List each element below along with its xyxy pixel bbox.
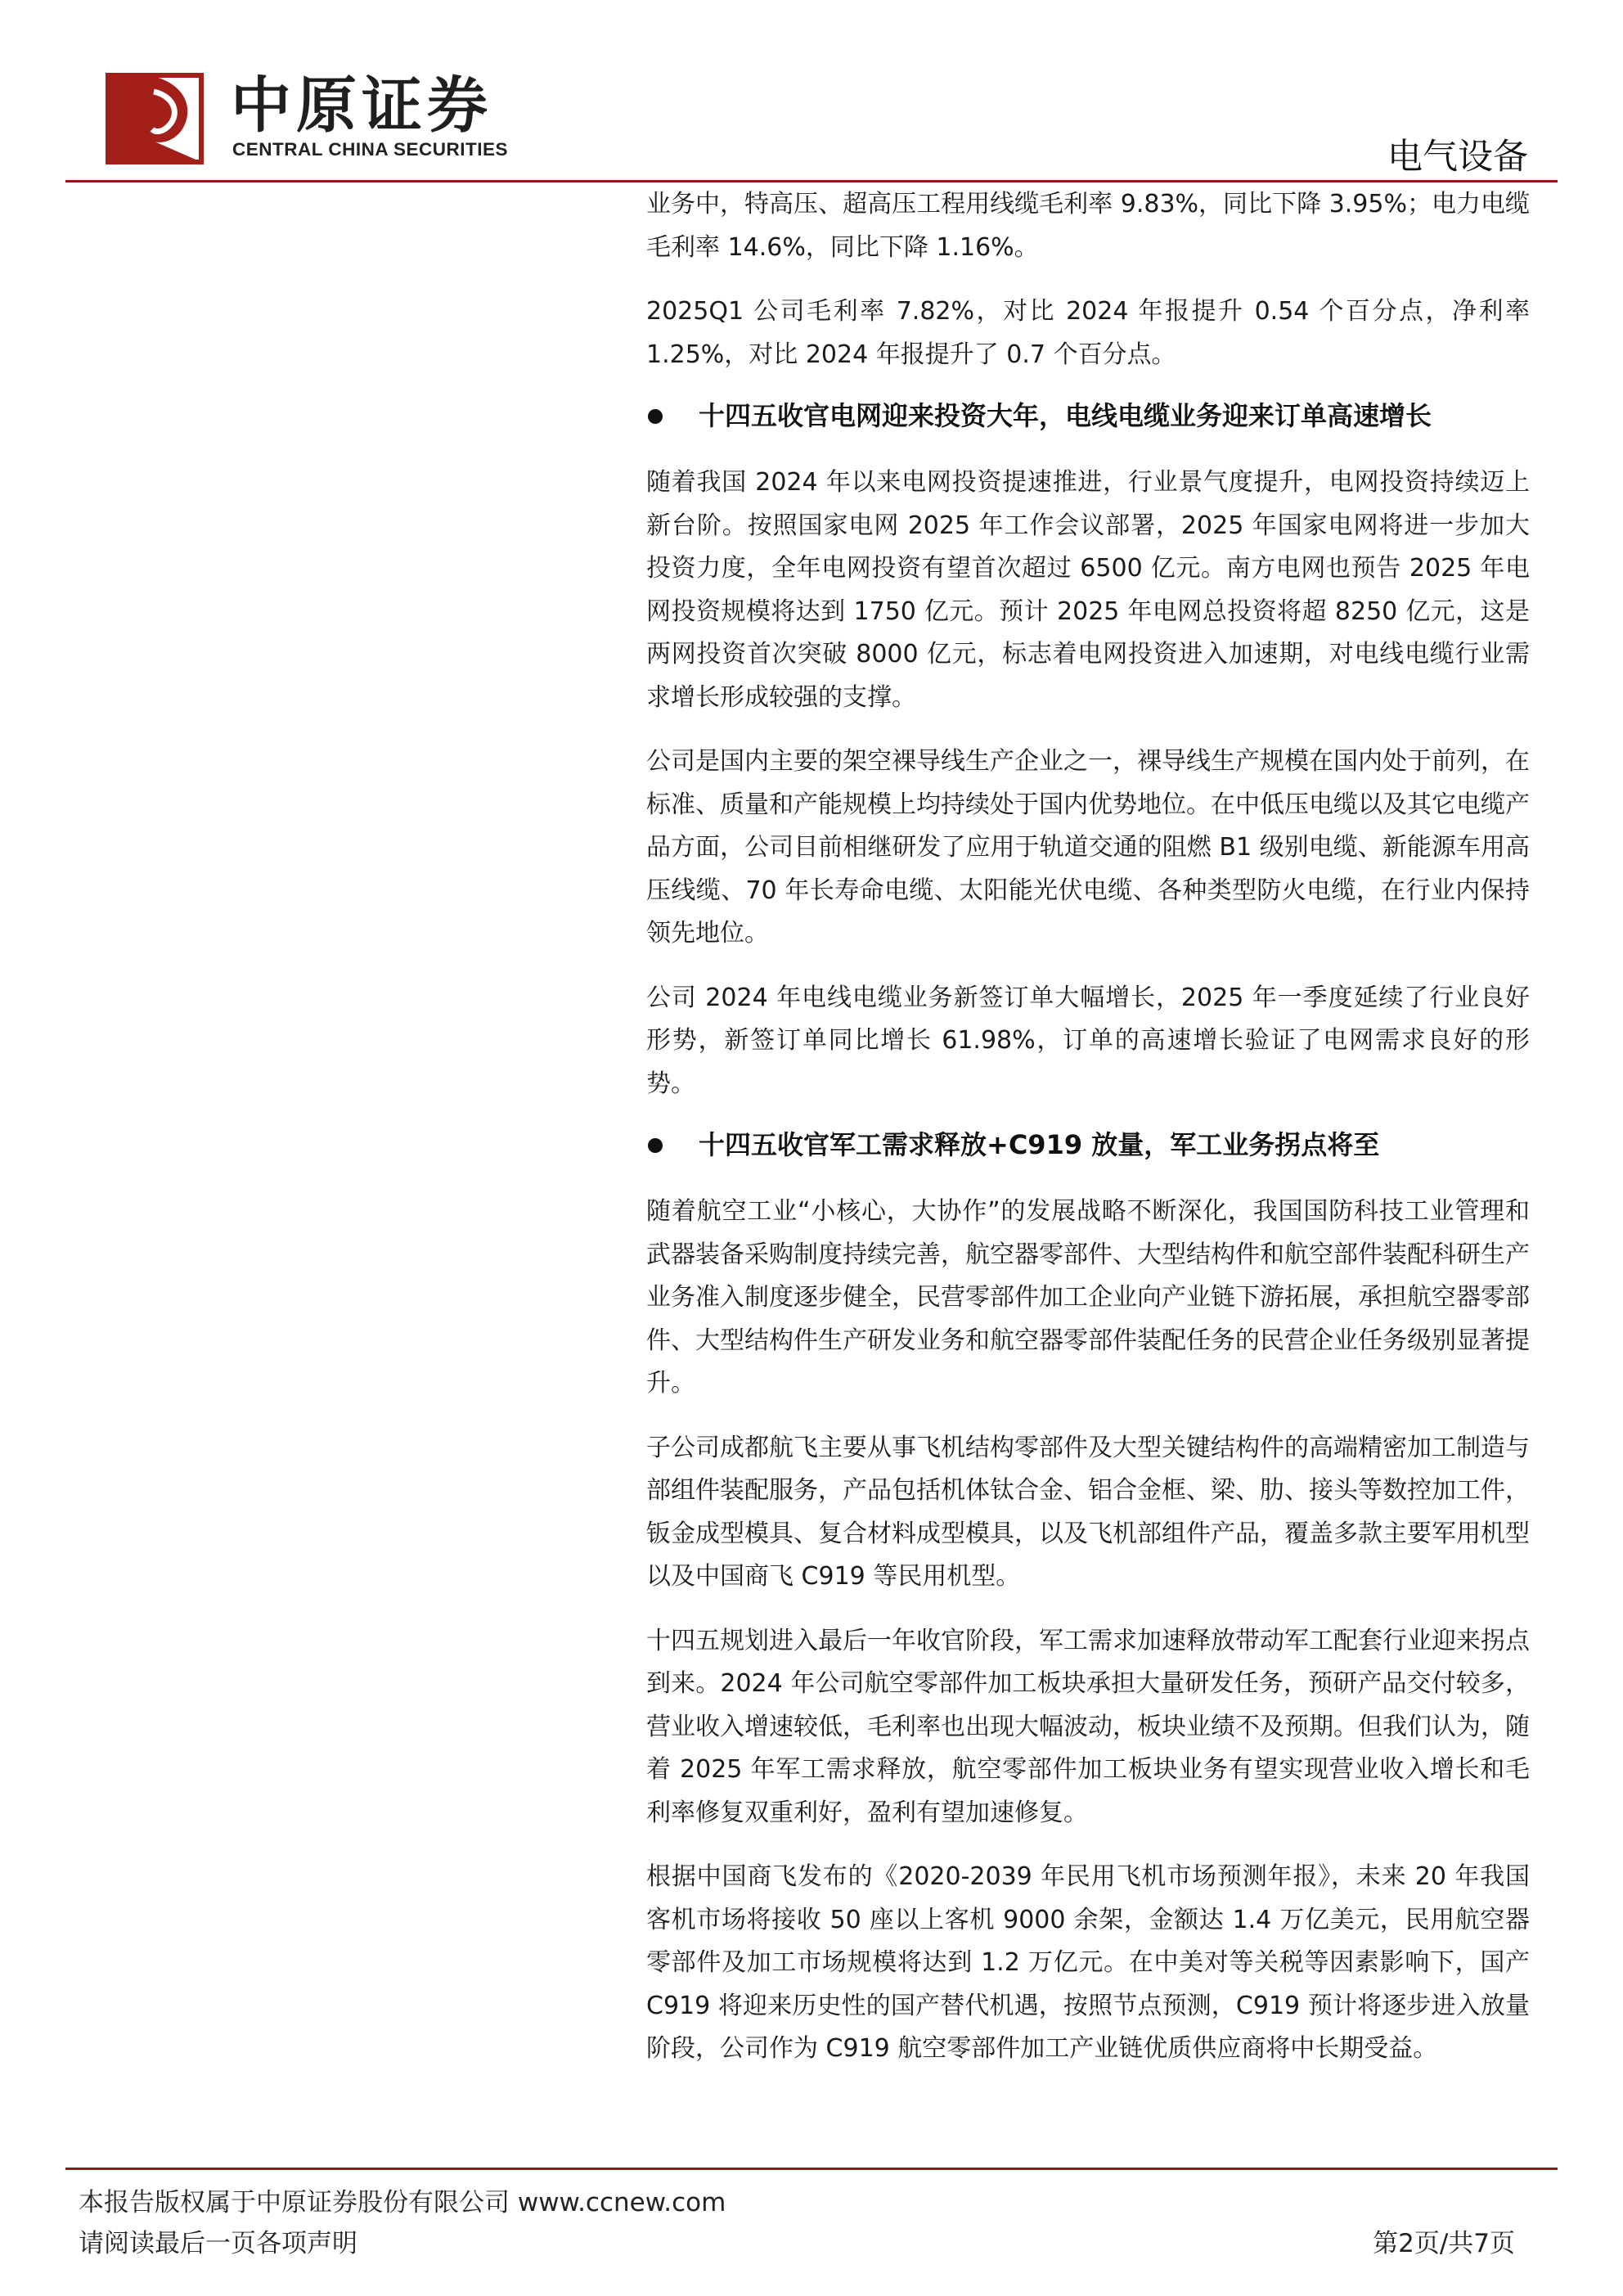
report-category: 电气设备 bbox=[1387, 137, 1528, 178]
body-paragraph: 十四五规划进入最后一年收官阶段，军工需求加速释放带动军工配套行业迎来拐点到来。2024 年公司航空零部件加工板块承担大量研发任务，预研产品交付较多，营业收入增速较低，毛利率也出现大幅波动，板块业绩不及预期。但我们认为，随着 2025 年军工需求释放，航空零部件加工板块业务有望实现营业收入增长和毛利率修复双重利好，盈利有望加速修复。 bbox=[646, 1626, 1530, 1827]
body-paragraph: 根据中国商飞发布的《2020-2039 年民用飞机市场预测年报》，未来 20 年我国客机市场将接收 50 座以上客机 9000 余架，金额达 1.4 万亿美元，民用航空器零部件及加工市场规模将达到 1.2 万亿元。在中美对等关税等因素影响下，国产 C919 将迎来历史性的国产替代机遇，按照节点预测，C919 预计将逐步进入放量阶段，公司作为 C919 航空零部件加工产业链优质供应商将中长期受益。 bbox=[646, 1862, 1530, 2063]
body-paragraph: 2025Q1 公司毛利率 7.82%，对比 2024 年报提升 0.54 个百分点，净利率 1.25%，对比 2024 年报提升了 0.7 个百分点。 bbox=[646, 297, 1530, 369]
body-paragraph: 业务中，特高压、超高压工程用线缆毛利率 9.83%，同比下降 3.95%；电力电缆毛利率 14.6%，同比下降 1.16%。 bbox=[646, 190, 1530, 262]
section-heading-grid-investment bbox=[646, 394, 1530, 437]
footer-divider bbox=[65, 2168, 1558, 2170]
bullet-dot-icon bbox=[648, 409, 663, 424]
section-heading-text: 十四五收官电网迎来投资大年，电线电缆业务迎来订单高速增长 bbox=[699, 400, 1432, 431]
body-paragraph: 公司是国内主要的架空裸导线生产企业之一，裸导线生产规模在国内处于前列，在标准、质量和产能规模上均持续处于国内优势地位。在中低压电缆以及其它电缆产品方面，公司目前相继研发了应用于轨道交通的阻燃 B1 级别电缆、新能源车用高压线缆、70 年长寿命电缆、太阳能光伏电缆、各种类型防火电缆，在行业内保持领先地位。 bbox=[646, 747, 1530, 948]
footer-copyright: 本报告版权属于中原证券股份有限公司 www.ccnew.com bbox=[79, 2188, 726, 2217]
body-paragraph: 子公司成都航飞主要从事飞机结构零部件及大型关键结构件的高端精密加工制造与部组件装配服务，产品包括机体钛合金、铝合金框、梁、肋、接头等数控加工件，钣金成型模具、复合材料成型模具，以及飞机部组件产品，覆盖多款主要军用机型以及中国商飞 C919 等民用机型。 bbox=[646, 1433, 1530, 1591]
main-content bbox=[646, 183, 1530, 2092]
header-divider bbox=[65, 180, 1558, 182]
brand-name-en: CENTRAL CHINA SECURITIES bbox=[232, 139, 509, 160]
section-heading-text: 十四五收官军工需求释放+C919 放量，军工业务拐点将至 bbox=[699, 1129, 1380, 1160]
body-paragraph: 公司 2024 年电线电缆业务新签订单大幅增长，2025 年一季度延续了行业良好形势，新签订单同比增长 61.98%，订单的高速增长验证了电网需求良好的形势。 bbox=[646, 983, 1530, 1098]
ccs-logo-icon bbox=[105, 70, 209, 167]
footer-disclaimer: 请阅读最后一页各项声明 bbox=[79, 2229, 357, 2258]
brand-name-cn: 中原证券 bbox=[231, 70, 492, 141]
bullet-dot-icon bbox=[648, 1138, 663, 1153]
body-paragraph: 随着航空工业“小核心，大协作”的发展战略不断深化，我国国防科技工业管理和武器装备采购制度持续完善，航空器零部件、大型结构件和航空部件装配科研生产业务准入制度逐步健全，民营零部件加工企业向产业链下游拓展，承担航空器零部件、大型结构件生产研发业务和航空器零部件装配任务的民营企业任务级别显著提升。 bbox=[646, 1197, 1530, 1398]
section-heading-military bbox=[646, 1123, 1530, 1166]
body-paragraph: 随着我国 2024 年以来电网投资提速推进，行业景气度提升，电网投资持续迈上新台阶。按照国家电网 2025 年工作会议部署，2025 年国家电网将进一步加大投资力度，全年电网投资有望首次超过 6500 亿元。南方电网也预告 2025 年电网投资规模将达到 1750 亿元。预计 2025 年电网总投资将超 8250 亿元，这是两网投资首次突破 8000 亿元，标志着电网投资进入加速期，对电线电缆行业需求增长形成较强的支撑。 bbox=[646, 468, 1530, 712]
page-number: 第2页/共7页 bbox=[1373, 2229, 1515, 2258]
